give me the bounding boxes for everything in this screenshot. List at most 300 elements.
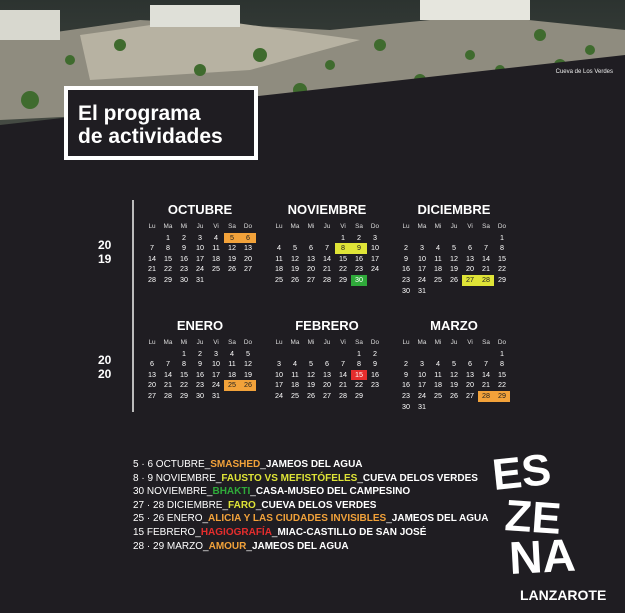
- day-cell: 22: [498, 264, 506, 274]
- day-cell: 8: [166, 243, 170, 253]
- weekday-header: Sa: [355, 339, 363, 346]
- day-cell: 28: [323, 274, 331, 284]
- day-cell: 20: [244, 253, 252, 263]
- day-cell: 20: [148, 380, 156, 390]
- day-cell: 14: [339, 369, 347, 379]
- day-cell: 8: [500, 359, 504, 369]
- month-grid: [144, 222, 256, 286]
- calendar-month: [144, 318, 256, 402]
- month-name: DICIEMBRE: [417, 202, 491, 217]
- year-2020-top: 20: [98, 353, 112, 367]
- day-cell: 16: [402, 380, 410, 390]
- event-item: 30 NOVIEMBRE_BHAKTI_CASA-MUSEO DEL CAMPESINO: [133, 486, 411, 498]
- weekday-header: Vi: [340, 223, 346, 230]
- day-cell: 14: [482, 253, 490, 263]
- empty-cell: [303, 233, 319, 244]
- day-cell: 26: [307, 390, 315, 400]
- weekday-header: Ma: [163, 223, 173, 230]
- day-cell: 13: [148, 369, 156, 379]
- weekday-header: Mi: [180, 339, 188, 346]
- day-cell: 15: [339, 253, 347, 263]
- day-cell: 15: [351, 370, 367, 381]
- logo-line-2: ZE: [503, 491, 563, 544]
- day-cell: 6: [240, 233, 256, 244]
- empty-cell: [430, 233, 446, 244]
- weekday-header: Lu: [148, 339, 156, 346]
- day-cell: 18: [434, 264, 442, 274]
- event-date: 25 · 26 ENERO: [133, 513, 203, 525]
- day-cell: 16: [402, 264, 410, 274]
- day-cell: 24: [418, 274, 426, 284]
- day-cell: 7: [484, 359, 488, 369]
- empty-cell: [414, 349, 430, 360]
- day-cell: 13: [323, 369, 331, 379]
- weekday-header: Do: [370, 339, 380, 346]
- weekday-header: Sa: [482, 223, 490, 230]
- day-cell: 5: [452, 243, 456, 253]
- day-cell: 11: [228, 359, 236, 369]
- day-cell: 13: [466, 369, 474, 379]
- day-cell: 4: [230, 348, 234, 358]
- event-date: 5 · 6 OCTUBRE: [133, 459, 205, 470]
- day-cell: 1: [500, 348, 504, 358]
- event-venue: JAMEOS DEL AGUA: [265, 459, 363, 470]
- day-cell: 18: [228, 369, 236, 379]
- divider: [132, 200, 134, 412]
- event-venue: CUEVA DELOS VERDES: [362, 472, 478, 484]
- day-cell: 19: [450, 380, 458, 390]
- day-cell: 8: [335, 243, 351, 254]
- weekday-header: Ma: [417, 223, 427, 230]
- event-venue: JAMEOS DEL AGUA: [251, 540, 349, 552]
- day-cell: 28: [164, 390, 172, 400]
- day-cell: 27: [244, 264, 252, 274]
- weekday-header: Vi: [467, 223, 473, 230]
- event-item: 27 · 28 DICIEMBRE_FARO_CUEVA DELOS VERDES: [133, 499, 377, 511]
- event-date: 30 NOVIEMBRE: [133, 486, 207, 498]
- empty-cell: [287, 349, 303, 360]
- weekday-header: Mi: [180, 223, 188, 230]
- day-cell: 7: [150, 243, 154, 253]
- weekday-header: Do: [497, 223, 507, 230]
- day-cell: 28: [148, 274, 156, 284]
- day-cell: 30: [351, 275, 367, 286]
- day-cell: 26: [228, 264, 236, 274]
- day-cell: 10: [275, 369, 283, 379]
- day-cell: 1: [500, 232, 504, 242]
- day-cell: 4: [436, 359, 440, 369]
- weekday-header: Ju: [196, 339, 204, 346]
- day-cell: 2: [404, 243, 408, 253]
- day-cell: 7: [341, 359, 345, 369]
- day-cell: 1: [357, 348, 361, 358]
- empty-cell: [398, 349, 414, 360]
- day-cell: 26: [450, 274, 458, 284]
- year-2019-bottom: 19: [98, 252, 112, 266]
- day-cell: 20: [323, 380, 331, 390]
- day-cell: 28: [339, 390, 347, 400]
- day-cell: 16: [196, 369, 204, 379]
- day-cell: 3: [214, 348, 218, 358]
- day-cell: 10: [212, 359, 220, 369]
- month-name: FEBRERO: [295, 318, 359, 333]
- day-cell: 15: [164, 253, 172, 263]
- day-cell: 29: [339, 274, 347, 284]
- weekday-header: Mi: [307, 339, 315, 346]
- event-item: 28 · 29 MARZO_AMOUR_JAMEOS DEL AGUA: [133, 540, 349, 552]
- day-cell: 19: [244, 369, 252, 379]
- month-grid: [144, 338, 256, 402]
- day-cell: 27: [307, 274, 315, 284]
- logo-line-1: ES: [490, 448, 554, 500]
- day-cell: 20: [466, 264, 474, 274]
- day-cell: 10: [196, 243, 204, 253]
- day-cell: 1: [182, 348, 186, 358]
- event-item: 15 FEBRERO_HAGIOGRAFÍA_MIAC-CASTILLO DE SAN JOSÉ: [133, 526, 427, 538]
- day-cell: 23: [402, 390, 410, 400]
- day-cell: 16: [180, 253, 188, 263]
- day-cell: 28: [478, 391, 494, 402]
- day-cell: 31: [418, 285, 426, 295]
- day-cell: 25: [212, 264, 220, 274]
- day-cell: 12: [450, 369, 458, 379]
- day-cell: 2: [373, 348, 377, 358]
- event-date: 28 · 29 MARZO: [133, 540, 204, 552]
- day-cell: 12: [291, 253, 299, 263]
- day-cell: 24: [275, 390, 283, 400]
- event-title: FAUSTO VS MEFISTÓFELES: [221, 472, 358, 484]
- day-cell: 14: [164, 369, 172, 379]
- day-cell: 2: [198, 348, 202, 358]
- day-cell: 19: [307, 380, 315, 390]
- day-cell: 21: [339, 380, 347, 390]
- weekday-header: Ju: [323, 339, 331, 346]
- day-cell: 21: [323, 264, 331, 274]
- weekday-header: Vi: [213, 223, 219, 230]
- day-cell: 19: [228, 253, 236, 263]
- day-cell: 20: [307, 264, 315, 274]
- day-cell: 11: [434, 253, 442, 263]
- weekday-header: Ju: [196, 223, 204, 230]
- year-2019-top: 20: [98, 238, 112, 252]
- calendar-month: [144, 202, 256, 286]
- day-cell: 28: [478, 275, 494, 286]
- month-name: OCTUBRE: [167, 202, 233, 217]
- day-cell: 11: [212, 243, 220, 253]
- day-cell: 23: [355, 264, 363, 274]
- day-cell: 5: [293, 243, 297, 253]
- day-cell: 16: [371, 369, 379, 379]
- event-venue: MIAC-CASTILLO DE SAN JOSÉ: [277, 526, 427, 538]
- empty-cell: [398, 233, 414, 244]
- year-2020-bottom: 20: [98, 367, 112, 381]
- day-cell: 1: [341, 232, 345, 242]
- day-cell: 23: [180, 264, 188, 274]
- day-cell: 18: [434, 380, 442, 390]
- empty-cell: [287, 233, 303, 244]
- day-cell: 27: [462, 275, 478, 286]
- day-cell: 25: [224, 380, 240, 391]
- day-cell: 3: [198, 232, 202, 242]
- month-grid: [398, 338, 510, 412]
- event-title: HAGIOGRAFÍA: [200, 526, 272, 538]
- day-cell: 7: [166, 359, 170, 369]
- month-name: NOVIEMBRE: [287, 202, 367, 217]
- event-venue: CASA-MUSEO DEL CAMPESINO: [255, 486, 411, 498]
- day-cell: 6: [309, 243, 313, 253]
- page-title: [78, 102, 223, 148]
- day-cell: 11: [291, 369, 299, 379]
- day-cell: 6: [468, 359, 472, 369]
- day-cell: 21: [148, 264, 156, 274]
- day-cell: 14: [148, 253, 156, 263]
- day-cell: 29: [164, 274, 172, 284]
- day-cell: 25: [434, 390, 442, 400]
- weekday-header: Lu: [148, 223, 156, 230]
- title-box: [64, 86, 258, 160]
- day-cell: 30: [196, 390, 204, 400]
- day-cell: 27: [323, 390, 331, 400]
- calendar-month: [398, 318, 510, 412]
- empty-cell: [462, 349, 478, 360]
- day-cell: 21: [482, 380, 490, 390]
- day-cell: 31: [196, 274, 204, 284]
- day-cell: 30: [180, 274, 188, 284]
- weekday-header: Sa: [355, 223, 363, 230]
- day-cell: 21: [482, 264, 490, 274]
- month-name: ENERO: [176, 318, 224, 333]
- day-cell: 17: [212, 369, 220, 379]
- day-cell: 4: [436, 243, 440, 253]
- day-cell: 24: [418, 390, 426, 400]
- event-title: BHAKTI: [212, 486, 251, 498]
- day-cell: 9: [373, 359, 377, 369]
- empty-cell: [271, 349, 287, 360]
- empty-cell: [446, 233, 462, 244]
- day-cell: 27: [466, 390, 474, 400]
- day-cell: 5: [246, 348, 250, 358]
- day-cell: 17: [418, 380, 426, 390]
- day-cell: 4: [293, 359, 297, 369]
- day-cell: 17: [371, 253, 379, 263]
- day-cell: 30: [402, 401, 410, 411]
- day-cell: 22: [339, 264, 347, 274]
- day-cell: 9: [404, 369, 408, 379]
- weekday-header: Vi: [340, 339, 346, 346]
- weekday-header: Do: [243, 223, 253, 230]
- event-item: 8 · 9 NOVIEMBRE_FAUSTO VS MEFISTÓFELES_CUEVA DELOS VERDES: [133, 472, 478, 484]
- day-cell: 19: [450, 264, 458, 274]
- weekday-header: Lu: [275, 223, 283, 230]
- event-title: ALICIA Y LAS CIUDADES INVISIBLES: [208, 513, 387, 525]
- day-cell: 9: [198, 359, 202, 369]
- title-line-1: El programa: [78, 102, 201, 125]
- day-cell: 13: [307, 253, 315, 263]
- event-item: 25 · 26 ENERO_ALICIA Y LAS CIUDADES INVISIBLES_JAMEOS DEL AGUA: [133, 513, 489, 525]
- empty-cell: [303, 349, 319, 360]
- day-cell: 10: [418, 253, 426, 263]
- day-cell: 27: [148, 390, 156, 400]
- day-cell: 22: [180, 380, 188, 390]
- day-cell: 7: [484, 243, 488, 253]
- day-cell: 9: [182, 243, 186, 253]
- day-cell: 25: [275, 274, 283, 284]
- day-cell: 20: [466, 380, 474, 390]
- day-cell: 3: [373, 232, 377, 242]
- day-cell: 12: [244, 359, 252, 369]
- event-title: SMASHED: [210, 459, 261, 470]
- day-cell: 23: [196, 380, 204, 390]
- event-list: [133, 458, 488, 553]
- weekday-header: Lu: [275, 339, 283, 346]
- day-cell: 24: [212, 380, 220, 390]
- month-grid: [398, 222, 510, 296]
- event-title: AMOUR: [208, 540, 247, 552]
- weekday-header: Ju: [323, 223, 331, 230]
- empty-cell: [160, 349, 176, 360]
- day-cell: 15: [180, 369, 188, 379]
- day-cell: 17: [275, 380, 283, 390]
- day-cell: 5: [309, 359, 313, 369]
- day-cell: 3: [277, 359, 281, 369]
- event-date: 8 · 9 NOVIEMBRE: [133, 472, 216, 484]
- logo-line-3: NA: [507, 528, 577, 584]
- day-cell: 5: [224, 233, 240, 244]
- year-2019: [98, 238, 111, 266]
- day-cell: 25: [434, 274, 442, 284]
- day-cell: 12: [450, 253, 458, 263]
- day-cell: 13: [466, 253, 474, 263]
- empty-cell: [144, 349, 160, 360]
- day-cell: 15: [498, 369, 506, 379]
- day-cell: 2: [357, 232, 361, 242]
- day-cell: 29: [498, 274, 506, 284]
- event-venue: JAMEOS DEL AGUA: [391, 513, 489, 525]
- escena-lanzarote-logo: [490, 448, 620, 608]
- day-cell: 24: [371, 264, 379, 274]
- day-cell: 30: [402, 285, 410, 295]
- day-cell: 9: [351, 243, 367, 254]
- day-cell: 4: [277, 243, 281, 253]
- weekday-header: Do: [243, 339, 253, 346]
- day-cell: 6: [468, 243, 472, 253]
- day-cell: 26: [291, 274, 299, 284]
- weekday-header: Ma: [290, 339, 300, 346]
- day-cell: 6: [150, 359, 154, 369]
- weekday-header: Ma: [417, 339, 427, 346]
- month-name: MARZO: [430, 318, 478, 333]
- day-cell: 7: [325, 243, 329, 253]
- event-venue: CUEVA DELOS VERDES: [261, 499, 377, 511]
- weekday-header: Sa: [228, 339, 236, 346]
- logo-line-4: LANZAROTE: [520, 587, 607, 603]
- day-cell: 18: [291, 380, 299, 390]
- day-cell: 17: [196, 253, 204, 263]
- day-cell: 22: [498, 380, 506, 390]
- day-cell: 12: [307, 369, 315, 379]
- day-cell: 5: [452, 359, 456, 369]
- weekday-header: Ma: [163, 339, 173, 346]
- weekday-header: Mi: [434, 339, 442, 346]
- day-cell: 8: [357, 359, 361, 369]
- day-cell: 15: [498, 253, 506, 263]
- day-cell: 23: [402, 274, 410, 284]
- day-cell: 31: [212, 390, 220, 400]
- day-cell: 21: [164, 380, 172, 390]
- day-cell: 14: [323, 253, 331, 263]
- weekday-header: Ju: [450, 223, 458, 230]
- day-cell: 17: [418, 264, 426, 274]
- day-cell: 13: [244, 243, 252, 253]
- weekday-header: Ju: [450, 339, 458, 346]
- empty-cell: [446, 349, 462, 360]
- day-cell: 19: [291, 264, 299, 274]
- day-cell: 29: [355, 390, 363, 400]
- day-cell: 23: [371, 380, 379, 390]
- weekday-header: Vi: [213, 339, 219, 346]
- day-cell: 4: [214, 232, 218, 242]
- weekday-header: Ma: [290, 223, 300, 230]
- calendar-month: [271, 202, 383, 286]
- event-date: 15 FEBRERO: [133, 526, 196, 538]
- weekday-header: Mi: [307, 223, 315, 230]
- empty-cell: [462, 233, 478, 244]
- day-cell: 11: [434, 369, 442, 379]
- day-cell: 8: [182, 359, 186, 369]
- day-cell: 2: [182, 232, 186, 242]
- day-cell: 3: [420, 359, 424, 369]
- year-2020: [98, 353, 111, 381]
- day-cell: 10: [418, 369, 426, 379]
- weekday-header: Mi: [434, 223, 442, 230]
- empty-cell: [335, 349, 351, 360]
- day-cell: 22: [164, 264, 172, 274]
- day-cell: 29: [180, 390, 188, 400]
- month-grid: [271, 222, 383, 286]
- calendar-month: [398, 202, 510, 296]
- event-title: FARO: [228, 499, 256, 511]
- day-cell: 12: [228, 243, 236, 253]
- day-cell: 31: [418, 401, 426, 411]
- event-date: 27 · 28 DICIEMBRE: [133, 499, 223, 511]
- empty-cell: [319, 349, 335, 360]
- empty-cell: [430, 349, 446, 360]
- empty-cell: [478, 233, 494, 244]
- empty-cell: [414, 233, 430, 244]
- title-line-2: de actividades: [78, 125, 223, 148]
- weekday-header: Sa: [228, 223, 236, 230]
- day-cell: 9: [404, 253, 408, 263]
- weekday-header: Do: [497, 339, 507, 346]
- calendar-month: [271, 318, 383, 402]
- day-cell: 29: [494, 391, 510, 402]
- day-cell: 8: [500, 243, 504, 253]
- weekday-header: Vi: [467, 339, 473, 346]
- day-cell: 1: [166, 232, 170, 242]
- day-cell: 16: [355, 253, 363, 263]
- weekday-header: Lu: [402, 339, 410, 346]
- day-cell: 2: [404, 359, 408, 369]
- weekday-header: Sa: [482, 339, 490, 346]
- weekday-header: Do: [370, 223, 380, 230]
- day-cell: 10: [371, 243, 379, 253]
- day-cell: 26: [240, 380, 256, 391]
- event-item: 5 · 6 OCTUBRE_SMASHED_JAMEOS DEL AGUA: [133, 459, 363, 470]
- day-cell: 11: [275, 253, 283, 263]
- photo-caption: Cueva de Los Verdes: [555, 69, 613, 75]
- empty-cell: [144, 233, 160, 244]
- day-cell: 24: [196, 264, 204, 274]
